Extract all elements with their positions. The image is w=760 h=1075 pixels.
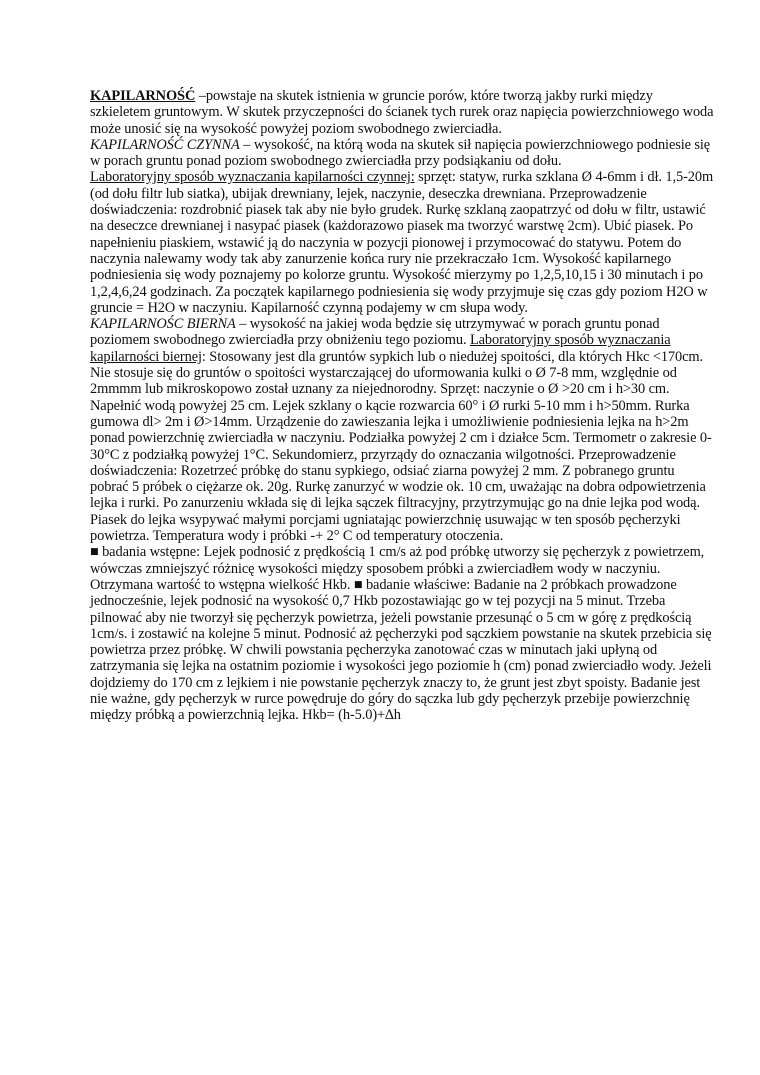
heading-active-method: Laboratoryjny sposób wyznaczania kapilarności czynnej: xyxy=(90,169,415,186)
passive-method-text: : Stosowany jest dla gruntów sypkich lub o niedużej spoitości, dla których Hkc <170cm. Nie stosuje się do gruntów o spoitości wystarczającej do uformowania kulki o Ø 7-8 mm, względnie od 2mmmm lub mikroskopowo został uznany za niejednorodny. Sprzęt: naczynie o Ø >20 cm i h>30 cm. Napełnić wodą powyżej 25 cm. Lejek szklany o kącie rozwarcia 60° i Ø rurki 5-10 mm i h>50mm. Rurka gumowa dl> 2m i Ø>14mm. Urządzenie do zawieszania lejka i umożliwienie podniesienia lejka na h>2m ponad powierzchnię zwierciadła w naczyniu. Podziałka powyżej 2 cm i działce 5cm. Termometr o zakresie 0-30°C z podziałką powyżej 1°C. Sekundomierz, przyrządy do oznaczania wilgotności. Przeprowadzenie doświadczenia: Rozetrzeć próbkę do stanu sypkiego, odsiać ziarna powyżej 2 mm. Z pobranego gruntu pobrać 5 próbek o ciężarze ok. 20g. Rurkę zanurzyć w wodzie ok. 10 cm, uważając na dobra odpowietrzenia lejka i rurki. Po zanurzeniu wkłada się di lejka sączek filtracyjny, przytrzymując go na dnie lejka pod wodą. Piasek do lejka wsypywać małymi porcjami ugniatając powierzchnię usuwając w ten sposób pęcherzyki powietrza. Temperatura wody i próbki -+ 2° C od temperatury otoczenia. xyxy=(90,348,712,545)
paragraph-capillarity xyxy=(90,88,716,137)
passive-capillarity-definition: – wysokość na jakiej woda będzie się utrzymywać w porach gruntu ponad poziomem swobodnego zwierciadła przy obniżeniu tego poziomu. xyxy=(90,316,660,349)
document-page xyxy=(90,88,716,724)
active-method-text: sprzęt: statyw, rurka szklana Ø 4-6mm i dł. 1,5-20m (od dołu filtr lub siatka), ubijak drewniany, lejek, naczynie, deseczka drewniana. Przeprowadzenie doświadczenia: rozdrobnić piasek tak aby nie było grudek. Rurkę szklaną zaopatrzyć od dołu w filtr, ustawić na deseczce drewnianej i nasypać piasek (każdorazowo piasek ma tworzyć warstwę 2cm). Ubić piasek. Po napełnieniu piaskiem, wstawić ją do naczynia w pozycji pionowej i przymocować do statywu. Potem do naczynia nalewamy wody tak aby zanurzenie końca rury nie przekraczało 1cm. Wysokość kapilarnego podniesienia się wody poznajemy po kolorze gruntu. Wysokość mierzymy po 1,2,5,10,15 i 30 minutach i po 1,2,4,6,24 godzinach. Za początek kapilarnego podniesienia się wody przyjmuje się czas gdy poziom H2O w gruncie = H2O w naczyniu. Kapilarność czynną podajemy w cm słupa wody. xyxy=(90,169,714,316)
heading-active-capillarity: KAPILARNOŚĆ CZYNNA xyxy=(90,136,240,153)
heading-passive-capillarity: KAPILARNOŚC BIERNA xyxy=(90,316,236,333)
paragraph-active-capillarity xyxy=(90,137,716,170)
heading-passive-method: Laboratoryjny sposób wyznaczania kapilarności biernej xyxy=(90,332,671,365)
paragraph-active-method xyxy=(90,169,716,316)
heading-capillarity: KAPILARNOŚĆ xyxy=(90,88,196,104)
paragraph-tests xyxy=(90,544,716,723)
capillarity-definition: –powstaje na skutek istnienia w gruncie porów, które tworzą jakby rurki między szkieletem gruntowym. W skutek przyczepności do ścianek tych rurek oraz napięcia powierzchniowego woda może unosić się na wysokość powyżej poziom swobodnego zwierciadła. xyxy=(90,88,714,137)
tests-text: ■ badania wstępne: Lejek podnosić z prędkością 1 cm/s aż pod próbkę utworzy się pęcherzyk z powietrzem, wówczas zmniejszyć różnicę wysokości między sposobem próbki a zwierciadłem wody w naczyniu. Otrzymana wartość to wstępna wielkość Hkb. ■ badanie właściwe: Badanie na 2 próbkach prowadzone jednocześnie, lejek podnosić na wysokość 0,7 Hkb pozostawiając go w tej pozycji na 5 minut. Trzeba pilnować aby nie tworzył się pęcherzyk powietrza, jeżeli powstanie przesunąć o 5 cm w górę z prędkością 1cm/s. i zostawić na kolejne 5 minut. Podnosić aż pęcherzyki pod sączkiem powstanie na skutek przebicia się powietrza przez próbkę. W chwili powstania pęcherzyka zanotować czas w minutach jaki upłyną od zatrzymania się lejka na ostatnim poziomie i wysokości jego poziomie h (cm) ponad zwierciadło wody. Jeżeli dojdziemy do 170 cm z lejkiem i nie powstanie pęcherzyk znaczy to, że grunt jest zbyt spoisty. Badanie jest nie ważne, gdy pęcherzyk w rurce powędruje do góry do sączka lub gdy pęcherzyk przebije powierzchnię między próbką a powierzchnią lejka. Hkb= (h-5.0)+∆h xyxy=(90,544,712,724)
active-capillarity-definition: – wysokość, na którą woda na skutek sił napięcia powierzchniowego podniesie się w porach gruntu ponad poziom swobodnego zwierciadła przy podsiąkaniu od dołu. xyxy=(90,136,711,170)
paragraph-passive-capillarity xyxy=(90,316,716,544)
